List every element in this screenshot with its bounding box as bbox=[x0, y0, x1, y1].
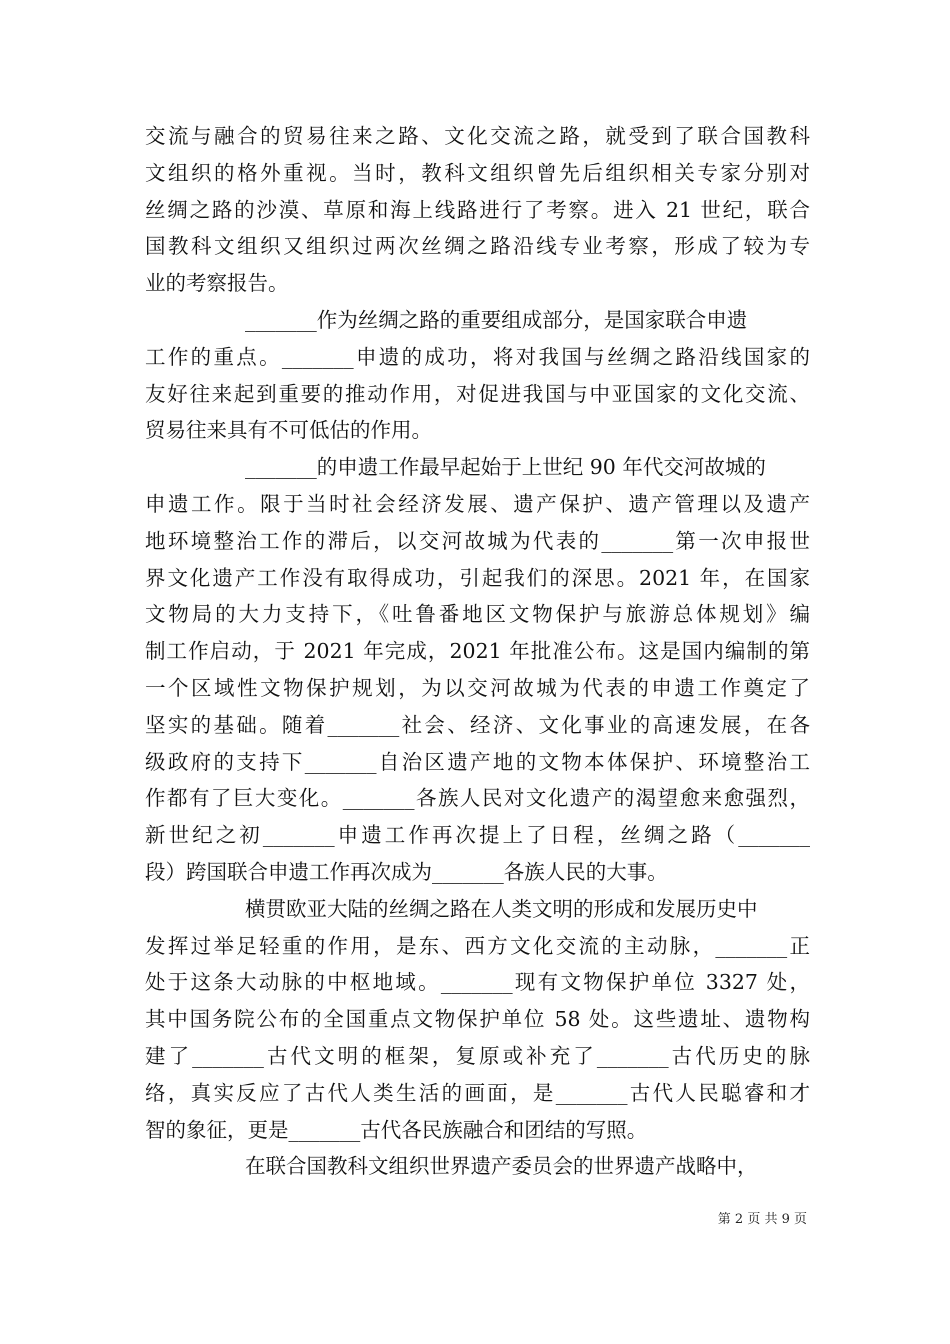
text-line: 界文化遗产工作没有取得成功，引起我们的深思。2021 年，在国家 bbox=[145, 565, 810, 590]
text-line: 坚实的基础。随着_______社会、经济、文化事业的高速发展，在各 bbox=[145, 712, 810, 737]
text-line: 其中国务院公布的全国重点文物保护单位 58 处。这些遗址、遗物构 bbox=[145, 1007, 810, 1032]
text-line: 工作的重点。_______申遗的成功，将对我国与丝绸之路沿线国家的 bbox=[145, 344, 810, 369]
text-line: 智的象征，更是_______古代各民族融合和团结的写照。 bbox=[145, 1117, 648, 1142]
text-line: 交流与融合的贸易往来之路、文化交流之路，就受到了联合国教科 bbox=[145, 124, 810, 148]
text-line: 一个区域性文物保护规划，为以交河故城为代表的申遗工作奠定了 bbox=[145, 675, 810, 700]
text-line: _______的申遗工作最早起始于上世纪 90 年代交河故城的 bbox=[245, 455, 766, 480]
text-line: 申遗工作。限于当时社会经济发展、遗产保护、遗产管理以及遗产 bbox=[145, 491, 810, 516]
text-line: 国教科文组织又组织过两次丝绸之路沿线专业考察，形成了较为专 bbox=[145, 234, 810, 259]
text-line: 地环境整治工作的滞后，以交河故城为代表的_______第一次申报世 bbox=[145, 528, 810, 553]
text-line: 业的考察报告。 bbox=[145, 271, 289, 296]
text-line: 文组织的格外重视。当时，教科文组织曾先后组织相关专家分别对 bbox=[145, 160, 810, 185]
text-line: 级政府的支持下_______自治区遗产地的文物本体保护、环境整治工 bbox=[145, 749, 810, 774]
text-line: 在联合国教科文组织世界遗产委员会的世界遗产战略中， bbox=[245, 1154, 758, 1179]
text-line: 贸易往来具有不可低估的作用。 bbox=[145, 418, 432, 443]
text-line: 文物局的大力支持下，《吐鲁番地区文物保护与旅游总体规划》编 bbox=[145, 602, 810, 627]
text-line: 段）跨国联合申遗工作再次成为_______各族人民的大事。 bbox=[145, 859, 668, 884]
text-line: 丝绸之路的沙漠、草原和海上线路进行了考察。进入 21 世纪，联合 bbox=[145, 197, 810, 222]
document-body bbox=[145, 118, 810, 1185]
text-line: 处于这条大动脉的中枢地域。_______现有文物保护单位 3327 处， bbox=[145, 970, 810, 995]
text-line: 络，真实反应了古代人类生活的画面，是_______古代人民聪睿和才 bbox=[145, 1080, 810, 1105]
text-line: 作都有了巨大变化。_______各族人民对文化遗产的渴望愈来愈强烈， bbox=[145, 786, 810, 811]
text-line: 建了_______古代文明的框架，复原或补充了_______古代历史的脉 bbox=[145, 1043, 810, 1068]
text-line: 横贯欧亚大陆的丝绸之路在人类文明的形成和发展历史中 bbox=[245, 896, 758, 921]
page-number: 第 2 页 共 9 页 bbox=[717, 1212, 807, 1227]
text-line: 发挥过举足轻重的作用，是东、西方文化交流的主动脉，_______正 bbox=[145, 933, 810, 958]
text-line: 友好往来起到重要的推动作用，对促进我国与中亚国家的文化交流、 bbox=[145, 381, 810, 406]
text-line: 新世纪之初_______申遗工作再次提上了日程，丝绸之路（_______ bbox=[145, 823, 810, 848]
text-line: _______作为丝绸之路的重要组成部分，是国家联合申遗 bbox=[245, 307, 748, 332]
text-line: 制工作启动，于 2021 年完成，2021 年批准公布。这是国内编制的第 bbox=[145, 639, 810, 664]
